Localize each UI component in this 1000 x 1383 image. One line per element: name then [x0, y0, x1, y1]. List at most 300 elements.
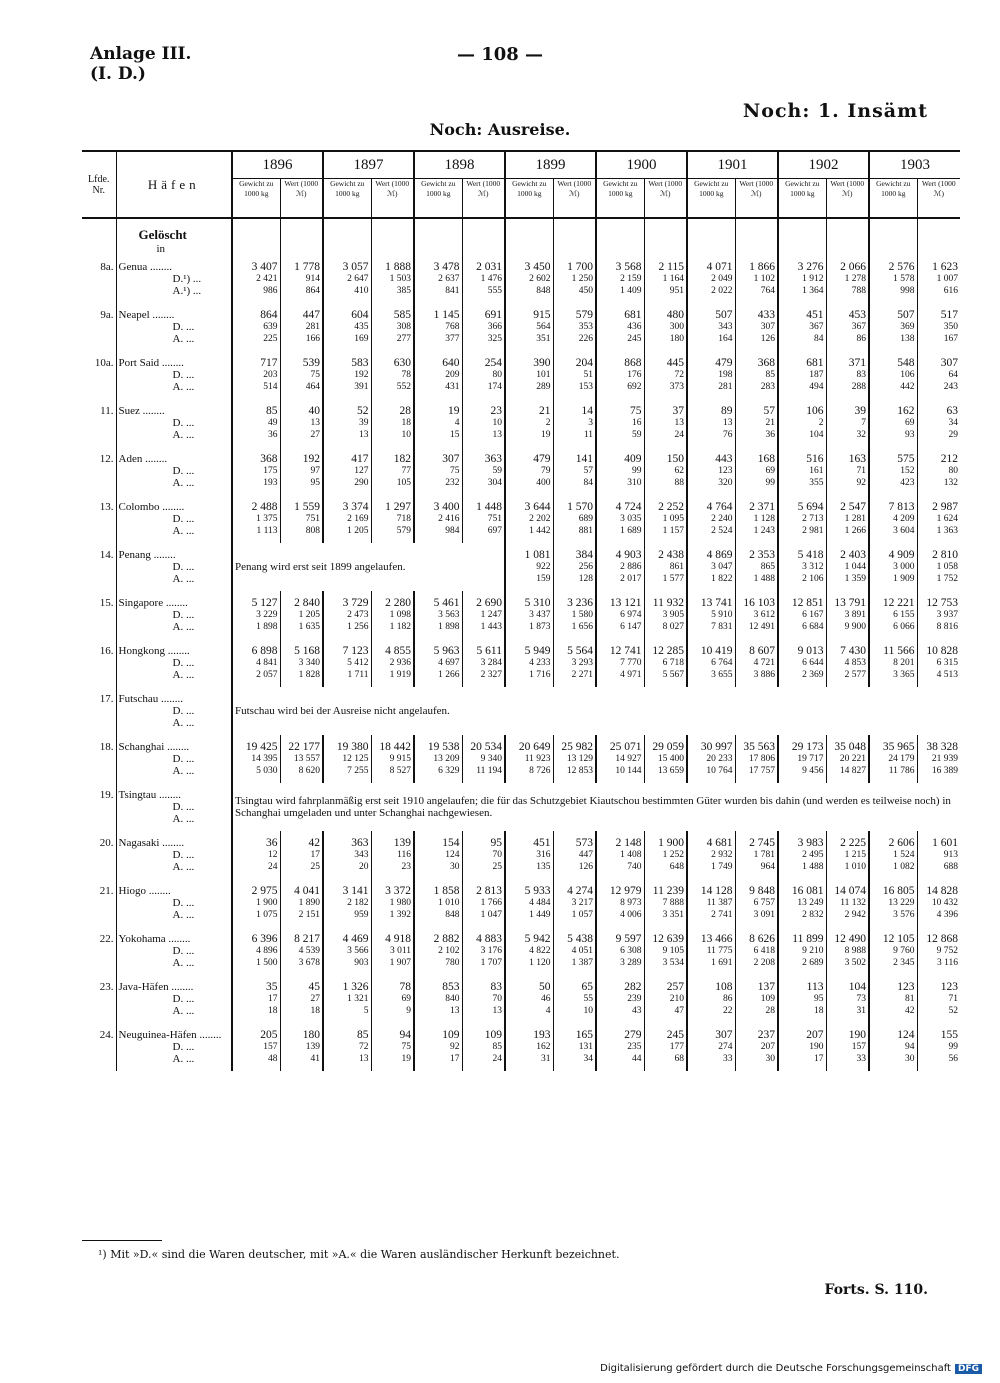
value: 12 853 — [566, 766, 593, 776]
value: 1 500 — [256, 958, 278, 968]
value: 848 — [536, 286, 551, 296]
value: 207 — [806, 1029, 824, 1041]
value: 11 387 — [706, 898, 733, 908]
value: 3 141 — [342, 885, 369, 897]
value-cell — [778, 447, 826, 495]
value: 1 007 — [936, 274, 958, 284]
value: 1 182 — [389, 622, 411, 632]
value: 1 503 — [389, 274, 411, 284]
value: 573 — [575, 837, 593, 849]
value: 105 — [396, 478, 411, 488]
value: 13 121 — [609, 597, 642, 609]
row-number: 9a. — [100, 309, 114, 321]
value: 2 547 — [840, 501, 866, 513]
value-cell — [414, 831, 462, 879]
value-cell — [826, 1023, 869, 1071]
port-cell — [116, 687, 232, 735]
value: 30 — [905, 1054, 915, 1064]
value: 552 — [396, 382, 411, 392]
value-cell — [596, 831, 644, 879]
value: 865 — [760, 562, 775, 572]
value: 368 — [260, 453, 278, 465]
page-number: — 108 — — [456, 44, 544, 65]
value: 343 — [354, 850, 369, 860]
col-lfd-nr: Lfde. Nr. — [82, 151, 116, 218]
value-cell — [778, 495, 826, 543]
value-cell — [414, 975, 462, 1023]
value: 1 250 — [571, 274, 593, 284]
value: 8 027 — [662, 622, 684, 632]
port-name: Futschau ........ — [118, 693, 183, 705]
value: 307 — [760, 322, 775, 332]
value: 161 — [809, 466, 824, 476]
value: 225 — [263, 334, 278, 344]
value: 13 229 — [888, 898, 915, 908]
port-name: Neuguinea-Häfen ........ — [118, 1029, 222, 1041]
value: 3 678 — [298, 958, 320, 968]
value-cell — [371, 255, 414, 303]
value: 1 145 — [433, 309, 460, 321]
value-cell — [596, 543, 644, 591]
value-cell — [371, 447, 414, 495]
value: 36 — [266, 837, 278, 849]
col-gewicht: Gewicht zu 1000 kg — [505, 179, 553, 219]
value: 13 — [723, 418, 733, 428]
value: 447 — [302, 309, 320, 321]
value: 132 — [943, 478, 958, 488]
value: 73 — [856, 994, 866, 1004]
port-cell — [116, 831, 232, 879]
value-cell — [462, 927, 505, 975]
value: 63 — [946, 405, 958, 417]
value: 431 — [445, 382, 460, 392]
value: 840 — [445, 994, 460, 1004]
section-in: in — [156, 243, 166, 255]
running-head-right: Noch: 1. Insämt — [742, 100, 928, 122]
value: 3 217 — [571, 898, 593, 908]
port-name: Aden ........ — [118, 453, 168, 465]
value: 128 — [578, 574, 593, 584]
value: 78 — [399, 981, 411, 993]
value: 3 365 — [893, 670, 915, 680]
value: 986 — [263, 286, 278, 296]
value-cell — [280, 1023, 323, 1071]
value: 281 — [305, 322, 320, 332]
value: 922 — [536, 562, 551, 572]
value: 7 813 — [888, 501, 915, 513]
value-cell — [869, 831, 917, 879]
value: 2 369 — [802, 670, 824, 680]
port-sub-label: A.¹) ... — [172, 285, 202, 297]
value: 39 — [854, 405, 866, 417]
value-cell — [553, 639, 596, 687]
value-cell — [505, 639, 553, 687]
col-wert: Wert (1000 ℳ) — [371, 179, 414, 219]
value-cell — [917, 255, 960, 303]
value: 355 — [809, 478, 824, 488]
value: 14 827 — [839, 766, 866, 776]
value: 6 418 — [753, 946, 775, 956]
value-cell — [371, 591, 414, 639]
value: 3 284 — [480, 658, 502, 668]
value: 85 — [357, 1029, 369, 1041]
value-cell — [644, 543, 687, 591]
value: 1 476 — [480, 274, 502, 284]
value: 11 566 — [883, 645, 915, 657]
value-cell — [596, 639, 644, 687]
value: 59 — [492, 466, 502, 476]
value: 2 353 — [749, 549, 775, 561]
value-cell — [553, 735, 596, 783]
value: 4 — [545, 1006, 551, 1016]
empty-cell — [596, 218, 644, 255]
port-name: Neapel ........ — [118, 309, 175, 321]
value: 12 851 — [791, 597, 824, 609]
value: 159 — [536, 574, 551, 584]
port-sub-label: D. ... — [172, 561, 195, 573]
value-cell — [778, 591, 826, 639]
value: 1 058 — [936, 562, 958, 572]
value: 3 886 — [753, 670, 775, 680]
value-cell — [917, 831, 960, 879]
value: 9 105 — [662, 946, 684, 956]
port-sub-label: A. ... — [172, 1053, 195, 1065]
value-cell — [778, 879, 826, 927]
value: 1 919 — [389, 670, 411, 680]
value: 2 689 — [802, 958, 824, 968]
value: 1 278 — [844, 274, 866, 284]
row-number: 18. — [99, 741, 114, 753]
value: 1 266 — [844, 526, 866, 536]
col-wert: Wert (1000 ℳ) — [826, 179, 869, 219]
value: 2 987 — [932, 501, 958, 513]
port-name: Suez ........ — [118, 405, 165, 417]
value-cell — [462, 591, 505, 639]
value-cell — [553, 303, 596, 351]
value: 1 890 — [298, 898, 320, 908]
table-row — [82, 975, 960, 1023]
value: 1 898 — [438, 622, 460, 632]
value: 289 — [536, 382, 551, 392]
value: 11 932 — [652, 597, 684, 609]
value-cell — [553, 351, 596, 399]
port-name: Nagasaki ........ — [118, 837, 185, 849]
value: 10 419 — [700, 645, 733, 657]
value: 164 — [718, 334, 733, 344]
year-header: 1901 — [687, 151, 778, 179]
value: 2 421 — [256, 274, 278, 284]
value-cell — [869, 927, 917, 975]
value: 300 — [669, 322, 684, 332]
empty-cell — [280, 218, 323, 255]
value: 4 539 — [298, 946, 320, 956]
col-gewicht: Gewicht zu 1000 kg — [596, 179, 644, 219]
col-gewicht: Gewicht zu 1000 kg — [232, 179, 280, 219]
port-sub-label: D. ... — [172, 849, 195, 861]
value: 162 — [897, 405, 915, 417]
value: 10 764 — [706, 766, 733, 776]
value-cell — [323, 495, 371, 543]
value: 22 177 — [288, 741, 320, 753]
value: 2 416 — [438, 514, 460, 524]
value-cell — [553, 495, 596, 543]
value: 848 — [445, 910, 460, 920]
table-row — [82, 927, 960, 975]
value: 152 — [900, 466, 915, 476]
value-cell — [596, 399, 644, 447]
value: 13 466 — [700, 933, 733, 945]
value-cell — [917, 591, 960, 639]
value-cell — [735, 975, 778, 1023]
export-table — [82, 150, 960, 1071]
value: 80 — [948, 466, 958, 476]
empty-cell — [553, 218, 596, 255]
value: 28 — [765, 1006, 775, 1016]
value: 18 442 — [379, 741, 411, 753]
value: 1 707 — [480, 958, 502, 968]
value-cell — [869, 303, 917, 351]
value: 155 — [940, 1029, 958, 1041]
table-row — [82, 351, 960, 399]
row-note: Futschau wird bei der Ausreise nicht angelaufen. — [232, 687, 960, 735]
value: 3 534 — [662, 958, 684, 968]
table-row — [82, 831, 960, 879]
value-cell — [462, 351, 505, 399]
value: 42 — [308, 837, 320, 849]
value: 17 — [450, 1054, 460, 1064]
table-row — [82, 303, 960, 351]
value: 204 — [575, 357, 593, 369]
value: 5 030 — [256, 766, 278, 776]
value: 3 312 — [802, 562, 824, 572]
port-sub-label: A. ... — [172, 525, 195, 537]
value: 2 169 — [347, 514, 369, 524]
value: 2 942 — [844, 910, 866, 920]
value: 12 285 — [652, 645, 684, 657]
value-cell — [371, 975, 414, 1023]
port-sub-label: D. ... — [172, 897, 195, 909]
value-cell — [596, 735, 644, 783]
continuation-note: Forts. S. 110. — [824, 1282, 928, 1298]
value: 7 123 — [342, 645, 369, 657]
value: 33 — [856, 1054, 866, 1064]
value: 2 280 — [385, 597, 411, 609]
value: 881 — [578, 526, 593, 536]
value: 24 — [674, 430, 684, 440]
value-cell — [596, 927, 644, 975]
value-cell — [917, 927, 960, 975]
value-cell — [778, 399, 826, 447]
value: 1 623 — [932, 261, 958, 273]
row-note: Penang wird erst seit 1899 angelaufen. — [232, 543, 505, 591]
value-cell — [644, 255, 687, 303]
value-cell — [735, 1023, 778, 1071]
value: 6 329 — [438, 766, 460, 776]
value: 864 — [305, 286, 320, 296]
value: 135 — [536, 862, 551, 872]
value-cell — [644, 303, 687, 351]
value: 2 495 — [802, 850, 824, 860]
value: 7 888 — [662, 898, 684, 908]
value: 1 601 — [932, 837, 958, 849]
value: 1 044 — [844, 562, 866, 572]
value: 19 425 — [245, 741, 278, 753]
port-name: Colombo ........ — [118, 501, 185, 513]
value: 494 — [809, 382, 824, 392]
value-cell — [280, 399, 323, 447]
value: 517 — [940, 309, 958, 321]
value: 5 418 — [797, 549, 824, 561]
value-cell — [917, 639, 960, 687]
empty-cell — [778, 218, 826, 255]
value: 78 — [401, 370, 411, 380]
value: 162 — [536, 1042, 551, 1052]
col-wert: Wert (1000 ℳ) — [735, 179, 778, 219]
value-cell — [553, 831, 596, 879]
value: 6 644 — [802, 658, 824, 668]
value-cell — [778, 831, 826, 879]
value: 7 — [861, 418, 866, 428]
value: 377 — [445, 334, 460, 344]
value: 55 — [583, 994, 593, 1004]
value: 4 971 — [620, 670, 642, 680]
value: 19 — [448, 405, 460, 417]
value: 239 — [627, 994, 642, 1004]
port-sub-label: A. ... — [172, 573, 195, 585]
empty-cell — [735, 218, 778, 255]
value-cell — [826, 879, 869, 927]
value: 104 — [809, 430, 824, 440]
row-number: 14. — [99, 549, 114, 561]
value: 168 — [757, 453, 775, 465]
value: 71 — [856, 466, 866, 476]
row-number: 24. — [99, 1029, 114, 1041]
value: 139 — [393, 837, 411, 849]
value-cell — [596, 303, 644, 351]
value: 12 868 — [926, 933, 958, 945]
value-cell — [323, 735, 371, 783]
value: 764 — [760, 286, 775, 296]
value: 123 — [940, 981, 958, 993]
value: 254 — [484, 357, 502, 369]
value-cell — [553, 447, 596, 495]
value-cell — [826, 735, 869, 783]
value: 43 — [632, 1006, 642, 1016]
value: 256 — [578, 562, 593, 572]
value: 288 — [851, 382, 866, 392]
value: 2 981 — [802, 526, 824, 536]
port-cell — [116, 783, 232, 831]
value: 1 047 — [480, 910, 502, 920]
value: 410 — [354, 286, 369, 296]
value: 2 — [545, 418, 551, 428]
value-cell — [232, 351, 280, 399]
col-gewicht: Gewicht zu 1000 kg — [869, 179, 917, 219]
value: 92 — [450, 1042, 460, 1052]
dfg-credit-text: Digitalisierung gefördert durch die Deutsche Forschungsgemeinschaft — [600, 1363, 951, 1374]
value: 13 741 — [700, 597, 733, 609]
value-cell — [505, 495, 553, 543]
table-row — [82, 687, 960, 735]
value: 307 — [442, 453, 460, 465]
value-cell — [280, 351, 323, 399]
value: 1 778 — [294, 261, 320, 273]
value: 1 577 — [662, 574, 684, 584]
value: 4 041 — [294, 885, 320, 897]
value: 310 — [627, 478, 642, 488]
value: 639 — [263, 322, 278, 332]
value: 9 752 — [936, 946, 958, 956]
value: 1 656 — [571, 622, 593, 632]
value-cell — [462, 399, 505, 447]
value: 417 — [351, 453, 369, 465]
value: 283 — [760, 382, 775, 392]
value: 109 — [484, 1029, 502, 1041]
value-cell — [596, 975, 644, 1023]
value: 479 — [533, 453, 551, 465]
value: 182 — [393, 453, 411, 465]
value-cell — [687, 399, 735, 447]
value: 4 697 — [438, 658, 460, 668]
value: 3 351 — [662, 910, 684, 920]
value: 187 — [809, 370, 824, 380]
value: 2 066 — [840, 261, 866, 273]
value: 1 252 — [662, 850, 684, 860]
value: 56 — [948, 1054, 958, 1064]
value: 2 031 — [476, 261, 502, 273]
value-cell — [778, 255, 826, 303]
value-cell — [687, 447, 735, 495]
value-cell — [735, 447, 778, 495]
value: 11 132 — [840, 898, 866, 908]
value: 163 — [848, 453, 866, 465]
dfg-logo: DFG — [955, 1364, 982, 1374]
value: 22 — [723, 1006, 733, 1016]
value: 6 764 — [711, 658, 733, 668]
port-cell — [116, 495, 232, 543]
value-cell — [644, 879, 687, 927]
value-cell — [232, 591, 280, 639]
row-number: 16. — [99, 645, 114, 657]
value-cell — [735, 639, 778, 687]
value: 126 — [760, 334, 775, 344]
value: 409 — [624, 453, 642, 465]
value-cell — [869, 543, 917, 591]
value: 9 210 — [802, 946, 824, 956]
value: 72 — [359, 1042, 369, 1052]
port-sub-label: D. ... — [172, 513, 195, 525]
value: 2 832 — [802, 910, 824, 920]
value: 564 — [536, 322, 551, 332]
value: 29 — [948, 430, 958, 440]
value-cell — [917, 447, 960, 495]
value: 3 091 — [753, 910, 775, 920]
port-sub-label: A. ... — [172, 669, 195, 681]
value-cell — [462, 831, 505, 879]
value-cell — [280, 735, 323, 783]
value: 964 — [760, 862, 775, 872]
value: 35 563 — [743, 741, 775, 753]
value: 45 — [308, 981, 320, 993]
value-cell — [505, 543, 553, 591]
value: 10 432 — [931, 898, 958, 908]
value: 681 — [806, 357, 824, 369]
value: 38 328 — [926, 741, 958, 753]
value: 688 — [943, 862, 958, 872]
value: 14 395 — [251, 754, 278, 764]
value-cell — [644, 447, 687, 495]
value: 2 371 — [749, 501, 775, 513]
